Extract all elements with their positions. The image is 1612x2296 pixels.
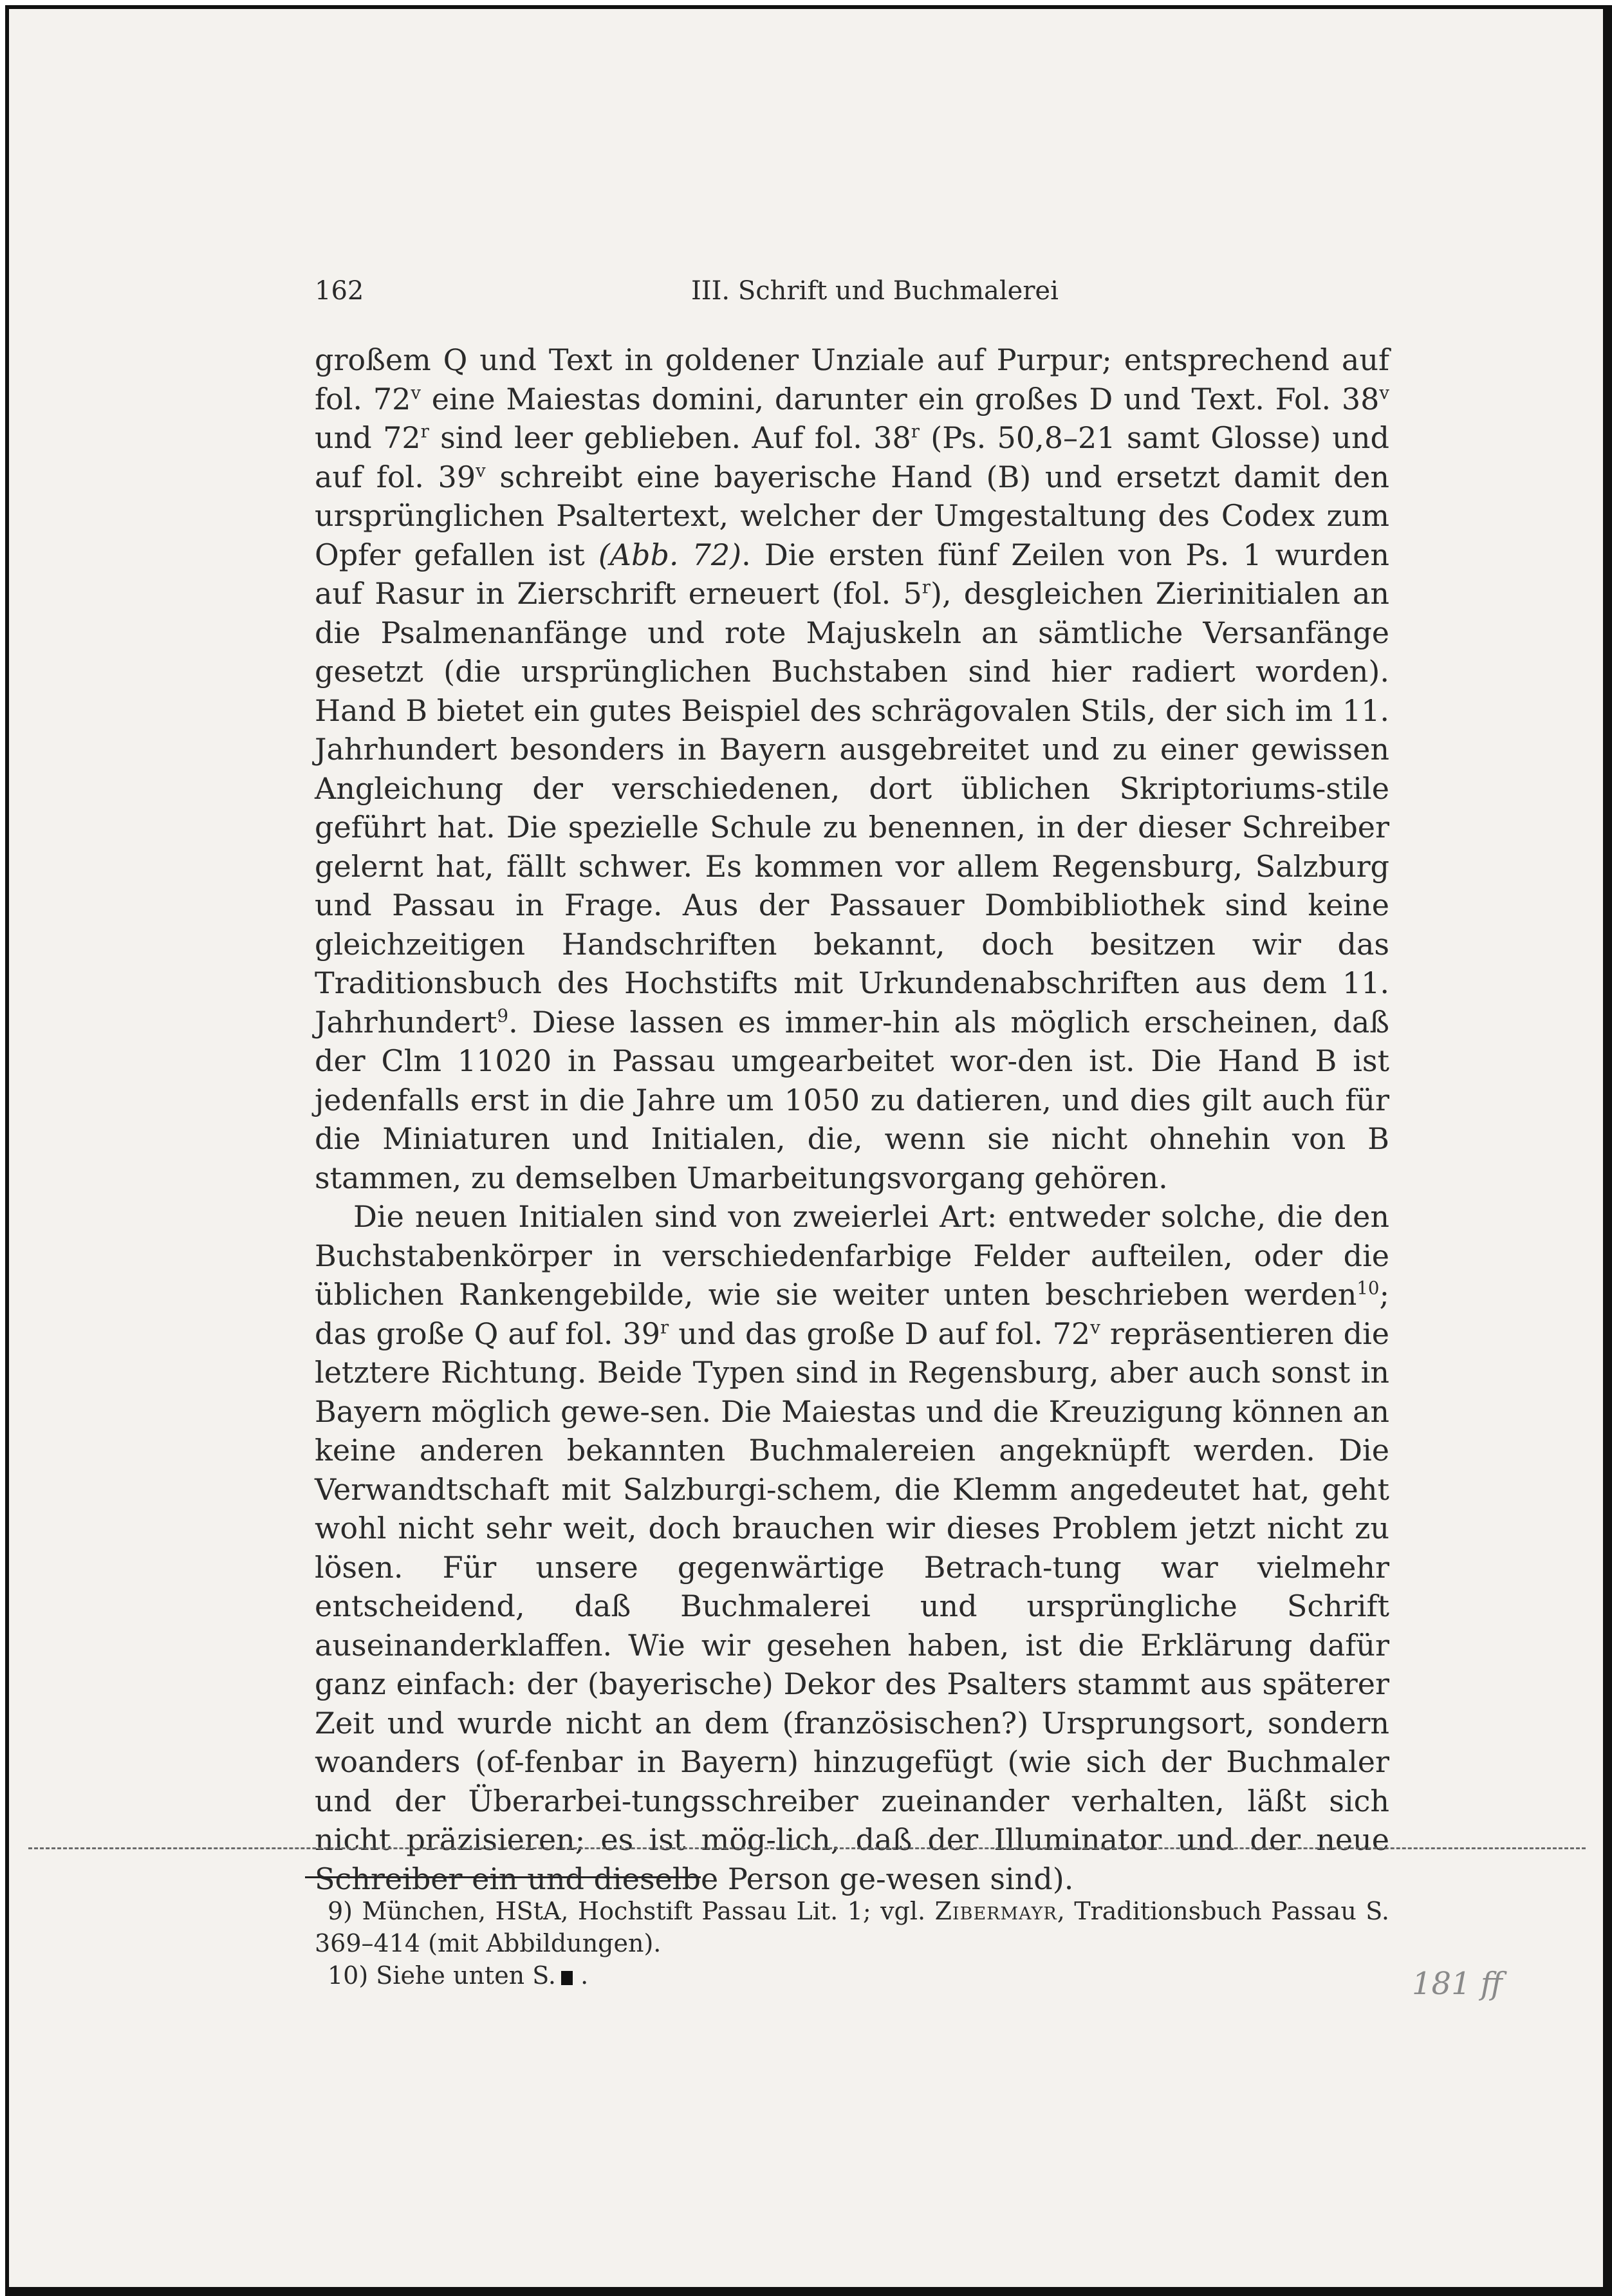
superscript: r: [660, 1316, 669, 1338]
page-number: 162: [315, 276, 364, 306]
footnotes: [315, 1895, 1389, 1992]
text-run: Die neuen Initialen sind von zweierlei Art: entweder solche, die den Buchstabenkörper in verschiedenfarbige Felder aufteilen, oder die üblichen Rankengebilde, wie sie weiter unten beschrieben werden: [315, 1199, 1389, 1312]
superscript: v: [476, 460, 486, 481]
text-run: und das große D auf fol. 72: [669, 1316, 1091, 1351]
text-run: . Die ersten fünf Zeilen von Ps. 1 wurden auf Rasur in Zierschrift erneuert (fol. 5: [315, 537, 1389, 611]
main-text: [315, 341, 1389, 1898]
superscript: v: [411, 382, 421, 404]
text-run: schreibt eine bayerische Hand (B) und ersetzt damit den ursprünglichen Psaltertext, welcher der Umgestaltung des Codex zum Opfer gefallen ist: [315, 459, 1389, 572]
footnote-separator: [305, 1876, 701, 1878]
scan-dashed-line: [28, 1847, 1586, 1849]
footnote-marker-10: 10: [1357, 1277, 1380, 1299]
superscript: r: [922, 576, 931, 598]
superscript: v: [1379, 382, 1389, 404]
page-frame: [5, 5, 1612, 2296]
superscript: v: [1090, 1316, 1100, 1338]
text-run: sind leer geblieben. Auf fol. 38: [429, 420, 911, 455]
text-run: 10) Siehe unten S.: [328, 1961, 556, 1990]
superscript: r: [420, 420, 429, 442]
text-run: und 72: [315, 420, 421, 455]
text-run: großem Q und Text in goldener Unziale auf Purpur; entsprechend auf fol. 72: [315, 342, 1389, 416]
superscript: r: [911, 420, 920, 442]
paragraph-2: [315, 1197, 1389, 1898]
text-run: 9) München, HStA, Hochstift Passau Lit. 1; vgl.: [328, 1897, 935, 1925]
document-page: [9, 9, 1603, 2287]
text-run: eine Maiestas domini, darunter ein großes D und Text. Fol. 38: [420, 381, 1380, 416]
text-run: , Traditionsbuch Passau S. 369–414 (mit Abbildungen).: [315, 1897, 1389, 1957]
running-title: III. Schrift und Buchmalerei: [691, 276, 1059, 306]
paragraph-1: [315, 341, 1389, 1197]
handwritten-margin-note: 181 ff: [1412, 1966, 1503, 2002]
placeholder-square-icon: [561, 1971, 573, 1985]
text-run: ; das große Q auf fol. 39: [315, 1277, 1389, 1351]
text-run: ), desgleichen Zierinitialen an die Psalmenanfänge und rote Majuskeln an sämtliche Versanfänge gesetzt (die ursprünglichen Buchstaben sind hier radiert worden). Hand B bietet ein gutes Beispiel des schrägovalen Stils, der sich im 11. Jahrhundert besonders in Bayern ausgebreitet und zu einer gewissen Angleichung der verschiedenen, dort üblichen Skriptoriums-stile geführt hat. Die spezielle Schule zu benennen, in der dieser Schreiber gelernt hat, fällt schwer. Es kommen vor allem Regensburg, Salzburg und Passau in Frage. Aus der Passauer Dombibliothek sind keine gleichzeitigen Handschriften bekannt, doch besitzen wir das Traditionsbuch des Hochstifts mit Urkundenabschriften aus dem 11. Jahrhundert: [315, 576, 1389, 1040]
footnote-10: 10) Siehe unten S. .: [328, 1961, 589, 1990]
text-run: . Diese lassen es immer-hin als möglich erscheinen, daß der Clm 11020 in Passau umgearbeitet wor-den ist. Die Hand B ist jedenfalls erst in die Jahre um 1050 zu datieren, und dies gilt auch für die Miniaturen und Initialen, die, wenn sie nicht ohnehin von B stammen, zu demselben Umarbeitungsvorgang gehören.: [315, 1004, 1389, 1195]
footnote-marker-9: 9: [497, 1005, 509, 1027]
figure-reference: (Abb. 72): [598, 537, 742, 572]
author-name: Zibermayr: [934, 1897, 1057, 1925]
footnote-9: [315, 1895, 1389, 1959]
text-run: repräsentieren die letztere Richtung. Beide Typen sind in Regensburg, aber auch sonst in Bayern möglich gewe-sen. Die Maiestas und die Kreuzigung können an keine anderen bekannten Buchmalereien angeknüpft werden. Die Verwandtschaft mit Salzburgi-schem, die Klemm angedeutet hat, geht wohl nicht sehr weit, doch brauchen wir dieses Problem jetzt nicht zu lösen. Für unsere gegenwärtige Betrach-tung war vielmehr entscheidend, daß Buchmalerei und ursprüngliche Schrift auseinanderklaffen. Wie wir gesehen haben, ist die Erklärung dafür ganz einfach: der (bayerische) Dekor des Psalters stammt aus späterer Zeit und wurde nicht an dem (französischen?) Ursprungsort, sondern woanders (of-fenbar in Bayern) hinzugefügt (wie sich der Buchmaler und der Überarbei-tungsschreiber zueinander verhalten, läßt sich nicht präzisieren; es ist mög-lich, daß der Illuminator und der neue Schreiber ein und dieselbe Person ge-wesen sind).: [315, 1316, 1390, 1896]
text-run: (Ps. 50,8–21 samt Glosse) und auf fol. 39: [315, 420, 1389, 494]
